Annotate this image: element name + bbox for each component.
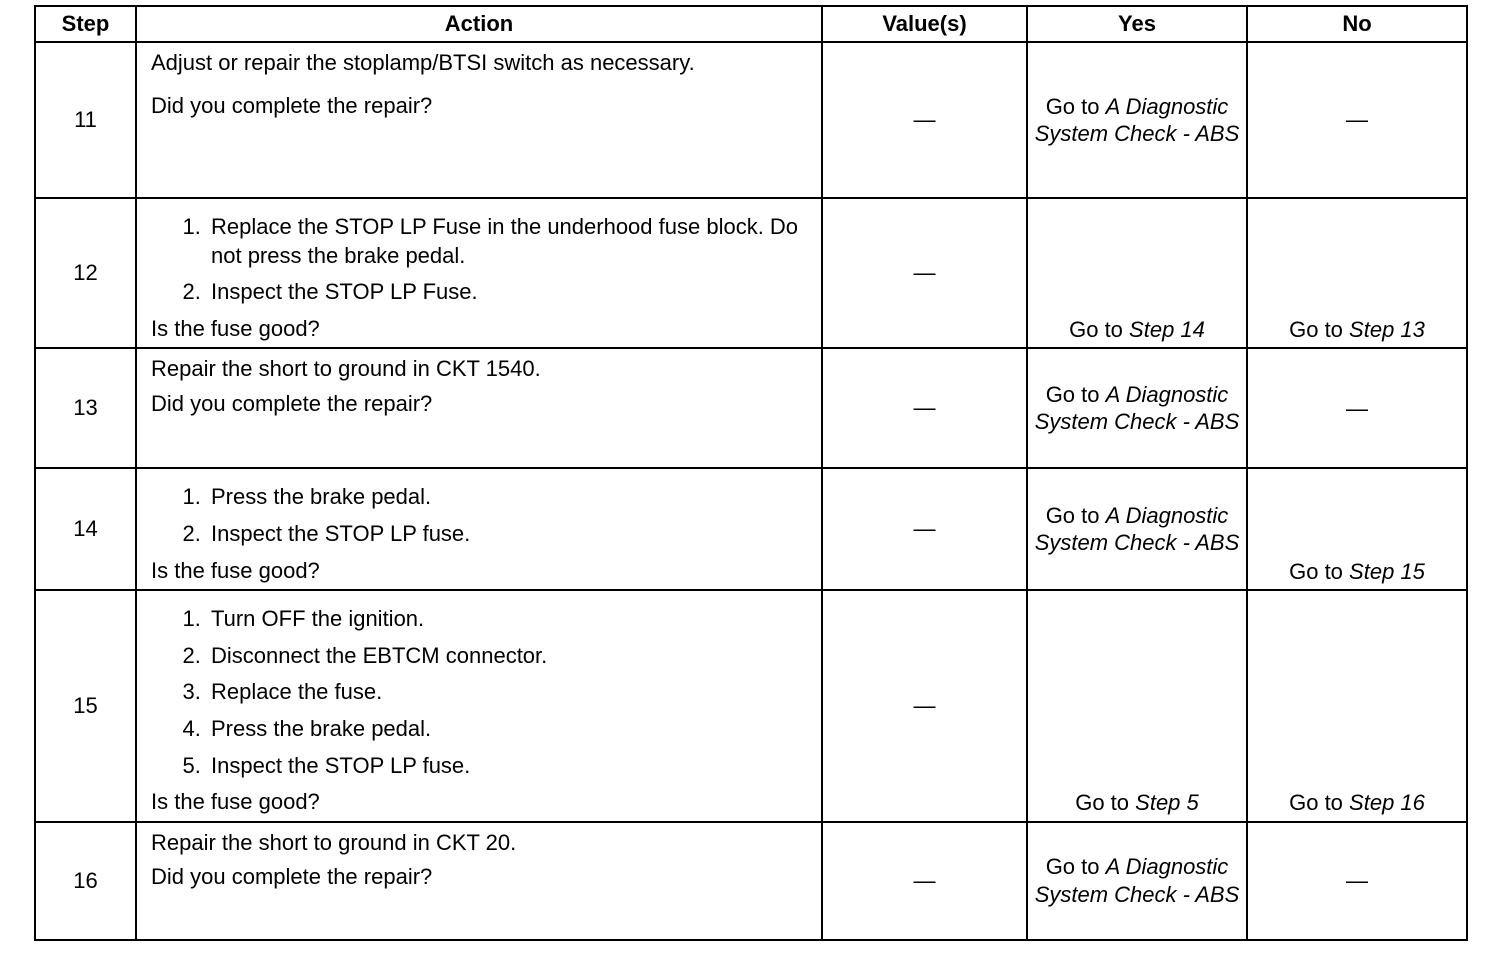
yes-goto-prefix: Go to bbox=[1069, 317, 1123, 343]
yes-cell bbox=[1027, 822, 1247, 940]
no-cell bbox=[1247, 468, 1467, 590]
action-cell bbox=[136, 198, 822, 348]
action-step-item: 2. Inspect the STOP LP Fuse. bbox=[207, 278, 811, 307]
action-intro: Repair the short to ground in CKT 1540. bbox=[151, 356, 541, 382]
table-row bbox=[35, 198, 1467, 348]
step-number: 11 bbox=[35, 42, 136, 198]
step-number: 16 bbox=[35, 822, 136, 940]
action-step-item: 1. Replace the STOP LP Fuse in the underhood fuse block. Do not press the brake pedal. bbox=[207, 213, 811, 270]
action-intro: Repair the short to ground in CKT 20. bbox=[151, 829, 517, 855]
header-action: Action bbox=[136, 6, 822, 42]
no-goto-prefix: Go to bbox=[1289, 317, 1343, 343]
action-step-item: 5. Inspect the STOP LP fuse. bbox=[207, 752, 811, 781]
yes-goto-link[interactable]: A Diagnostic System Check - ABS bbox=[1034, 93, 1240, 146]
action-step-item: 1. Press the brake pedal. bbox=[207, 483, 811, 512]
action-steps bbox=[151, 213, 811, 307]
yes-goto-prefix: Go to bbox=[1045, 382, 1100, 408]
no-goto-link[interactable]: Step 13 bbox=[1349, 317, 1425, 343]
yes-cell bbox=[1027, 348, 1247, 468]
action-step-item: 4. Press the brake pedal. bbox=[207, 715, 811, 744]
diagnostic-table bbox=[34, 5, 1468, 941]
yes-goto-link[interactable]: A Diagnostic System Check - ABS bbox=[1034, 854, 1240, 907]
step-number: 15 bbox=[35, 590, 136, 822]
action-step-item: 2. Inspect the STOP LP fuse. bbox=[207, 520, 811, 549]
yes-goto-prefix: Go to bbox=[1045, 503, 1100, 528]
header-values: Value(s) bbox=[822, 6, 1027, 42]
action-question: Did you complete the repair? bbox=[151, 864, 433, 890]
yes-goto-link[interactable]: A Diagnostic System Check - ABS bbox=[1034, 382, 1240, 435]
no-goto-prefix: Go to bbox=[1289, 558, 1343, 584]
value-cell: — bbox=[822, 42, 1027, 198]
action-steps bbox=[151, 605, 811, 780]
action-cell bbox=[136, 468, 822, 590]
action-steps bbox=[151, 483, 811, 548]
no-cell: — bbox=[1247, 42, 1467, 198]
value-cell: — bbox=[822, 822, 1027, 940]
action-question: Did you complete the repair? bbox=[151, 390, 433, 416]
no-cell: — bbox=[1247, 348, 1467, 468]
step-number: 13 bbox=[35, 348, 136, 468]
action-step-item: 1. Turn OFF the ignition. bbox=[207, 605, 811, 634]
header-yes: Yes bbox=[1027, 6, 1247, 42]
step-number: 12 bbox=[35, 198, 136, 348]
value-cell: — bbox=[822, 198, 1027, 348]
table-row bbox=[35, 590, 1467, 822]
action-question: Is the fuse good? bbox=[151, 557, 320, 583]
yes-goto-prefix: Go to bbox=[1045, 93, 1100, 119]
action-intro: Adjust or repair the stoplamp/BTSI switch as necessary. bbox=[151, 50, 695, 75]
action-question: Is the fuse good? bbox=[151, 789, 320, 815]
yes-goto-prefix: Go to bbox=[1045, 854, 1100, 880]
action-step-item: 3. Replace the fuse. bbox=[207, 678, 811, 707]
table-row bbox=[35, 348, 1467, 468]
no-goto-link[interactable]: Step 15 bbox=[1349, 558, 1425, 584]
no-goto-link[interactable]: Step 16 bbox=[1349, 790, 1425, 816]
header-no: No bbox=[1247, 6, 1467, 42]
yes-cell bbox=[1027, 42, 1247, 198]
value-cell: — bbox=[822, 468, 1027, 590]
no-goto-prefix: Go to bbox=[1289, 790, 1343, 816]
action-step-item: 2. Disconnect the EBTCM connector. bbox=[207, 642, 811, 671]
table-row bbox=[35, 468, 1467, 590]
header-step: Step bbox=[35, 6, 136, 42]
no-cell bbox=[1247, 198, 1467, 348]
yes-cell bbox=[1027, 468, 1247, 590]
yes-goto-link[interactable]: A Diagnostic System Check - ABS bbox=[1034, 503, 1240, 556]
value-cell: — bbox=[822, 348, 1027, 468]
action-cell bbox=[136, 348, 822, 468]
action-cell bbox=[136, 822, 822, 940]
action-question: Is the fuse good? bbox=[151, 315, 320, 341]
no-cell bbox=[1247, 590, 1467, 822]
yes-cell bbox=[1027, 590, 1247, 822]
header-row bbox=[35, 6, 1467, 42]
action-question: Did you complete the repair? bbox=[151, 92, 433, 118]
table-row bbox=[35, 42, 1467, 198]
value-cell: — bbox=[822, 590, 1027, 822]
action-cell bbox=[136, 590, 822, 822]
no-cell: — bbox=[1247, 822, 1467, 940]
table-row bbox=[35, 822, 1467, 940]
yes-cell bbox=[1027, 198, 1247, 348]
step-number: 14 bbox=[35, 468, 136, 590]
yes-goto-link[interactable]: Step 5 bbox=[1135, 790, 1199, 816]
yes-goto-prefix: Go to bbox=[1075, 790, 1130, 816]
yes-goto-link[interactable]: Step 14 bbox=[1129, 317, 1205, 343]
action-cell bbox=[136, 42, 822, 198]
